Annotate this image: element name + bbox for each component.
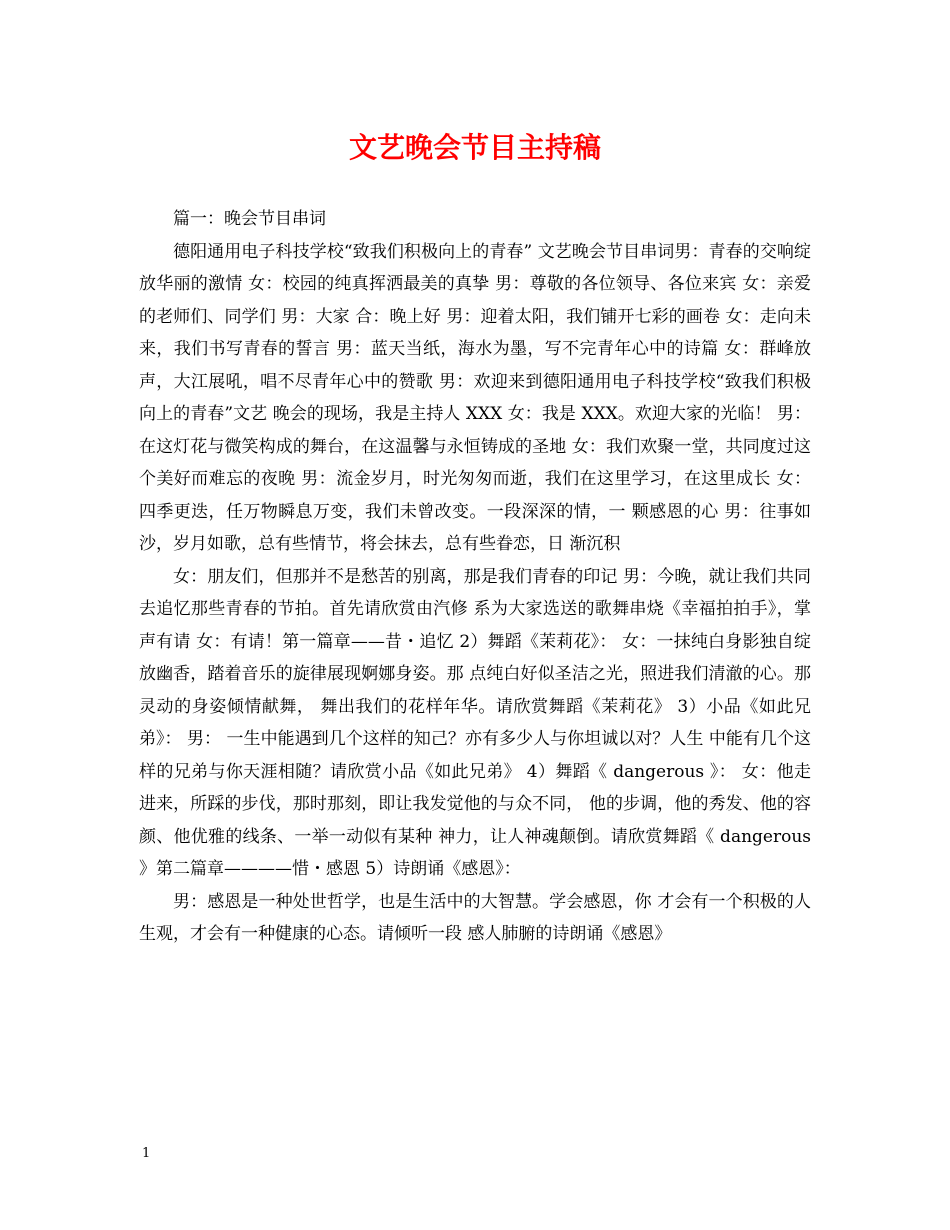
section-heading: 篇一：晚会节目串词	[173, 209, 326, 229]
body-paragraph-1: 德阳通用电子科技学校“致我们积极向上的青春” 文艺晚会节目串词男：青春的交响绽放华丽的激情 女：校园的纯真挥洒最美的真挚 男：尊敬的各位领导、各位来宾 女：亲爱的老师们、同学们 男：大家 合：晚上好 男：迎着太阳，我们铺开七彩的画卷 女：走向未来，我们书写青春的誓言 男：蓝天当纸，海水为墨，写不完青年心中的诗篇 女：群峰放声，大江展吼，唱不尽青年心中的赞歌 男：欢迎来到德阳通用电子科技学校“致我们积极向上的青春”文艺 晚会的现场，我是主持人 XXX 女：我是 XXX。欢迎大家的光临！ 男：在这灯花与微笑构成的舞台，在这温馨与永恒铸成的圣地 女：我们欢聚一堂，共同度过这个美好而难忘的夜晚 男：流金岁月，时光匆匆而逝，我们在这里学习，在这里成长 女：四季更迭，任万物瞬息万变，我们未曾改变。一段深深的情，一 颗感恩的心 男：往事如沙，岁月如歌，总有些情节，将会抹去，总有些眷恋，日 渐沉积	[139, 241, 811, 554]
page-number: 1	[142, 1146, 151, 1161]
body-paragraph-3: 男：感恩是一种处世哲学，也是生活中的大智慧。学会感恩，你 才会有一个积极的人生观，才会有一种健康的心态。请倾听一段 感人肺腑的诗朗诵《感恩》	[139, 891, 811, 944]
body-paragraph-2: 女：朋友们，但那并不是愁苦的别离，那是我们青春的印记 男：今晚，就让我们共同去追忆那些青春的节拍。首先请欣赏由汽修 系为大家选送的歌舞串烧《幸福拍拍手》，掌声有请 女：有请！第一篇章——昔・追忆 2）舞蹈《茉莉花》： 女：一抹纯白身影独自绽放幽香，踏着音乐的旋律展现婀娜身姿。那 点纯白好似圣洁之光，照进我们清澈的心。那灵动的身姿倾情献舞， 舞出我们的花样年华。请欣赏舞蹈《茉莉花》 3）小品《如此兄弟》： 男： 一生中能遇到几个这样的知己？亦有多少人与你坦诚以对？人生 中能有几个这样的兄弟与你天涯相随？请欣赏小品《如此兄弟》 4）舞蹈《 dangerous 》： 女：他走进来，所踩的步伐，那时那刻，即让我发觉他的与众不同， 他的步调，他的秀发、他的容颜、他优雅的线条、一举一动似有某种 神力，让人神魂颠倒。请欣赏舞蹈《 dangerous 》第二篇章————惜・感恩 5）诗朗诵《感恩》：	[139, 566, 811, 879]
document-title: 文艺晚会节目主持稿	[348, 131, 601, 164]
document-body	[139, 203, 811, 951]
